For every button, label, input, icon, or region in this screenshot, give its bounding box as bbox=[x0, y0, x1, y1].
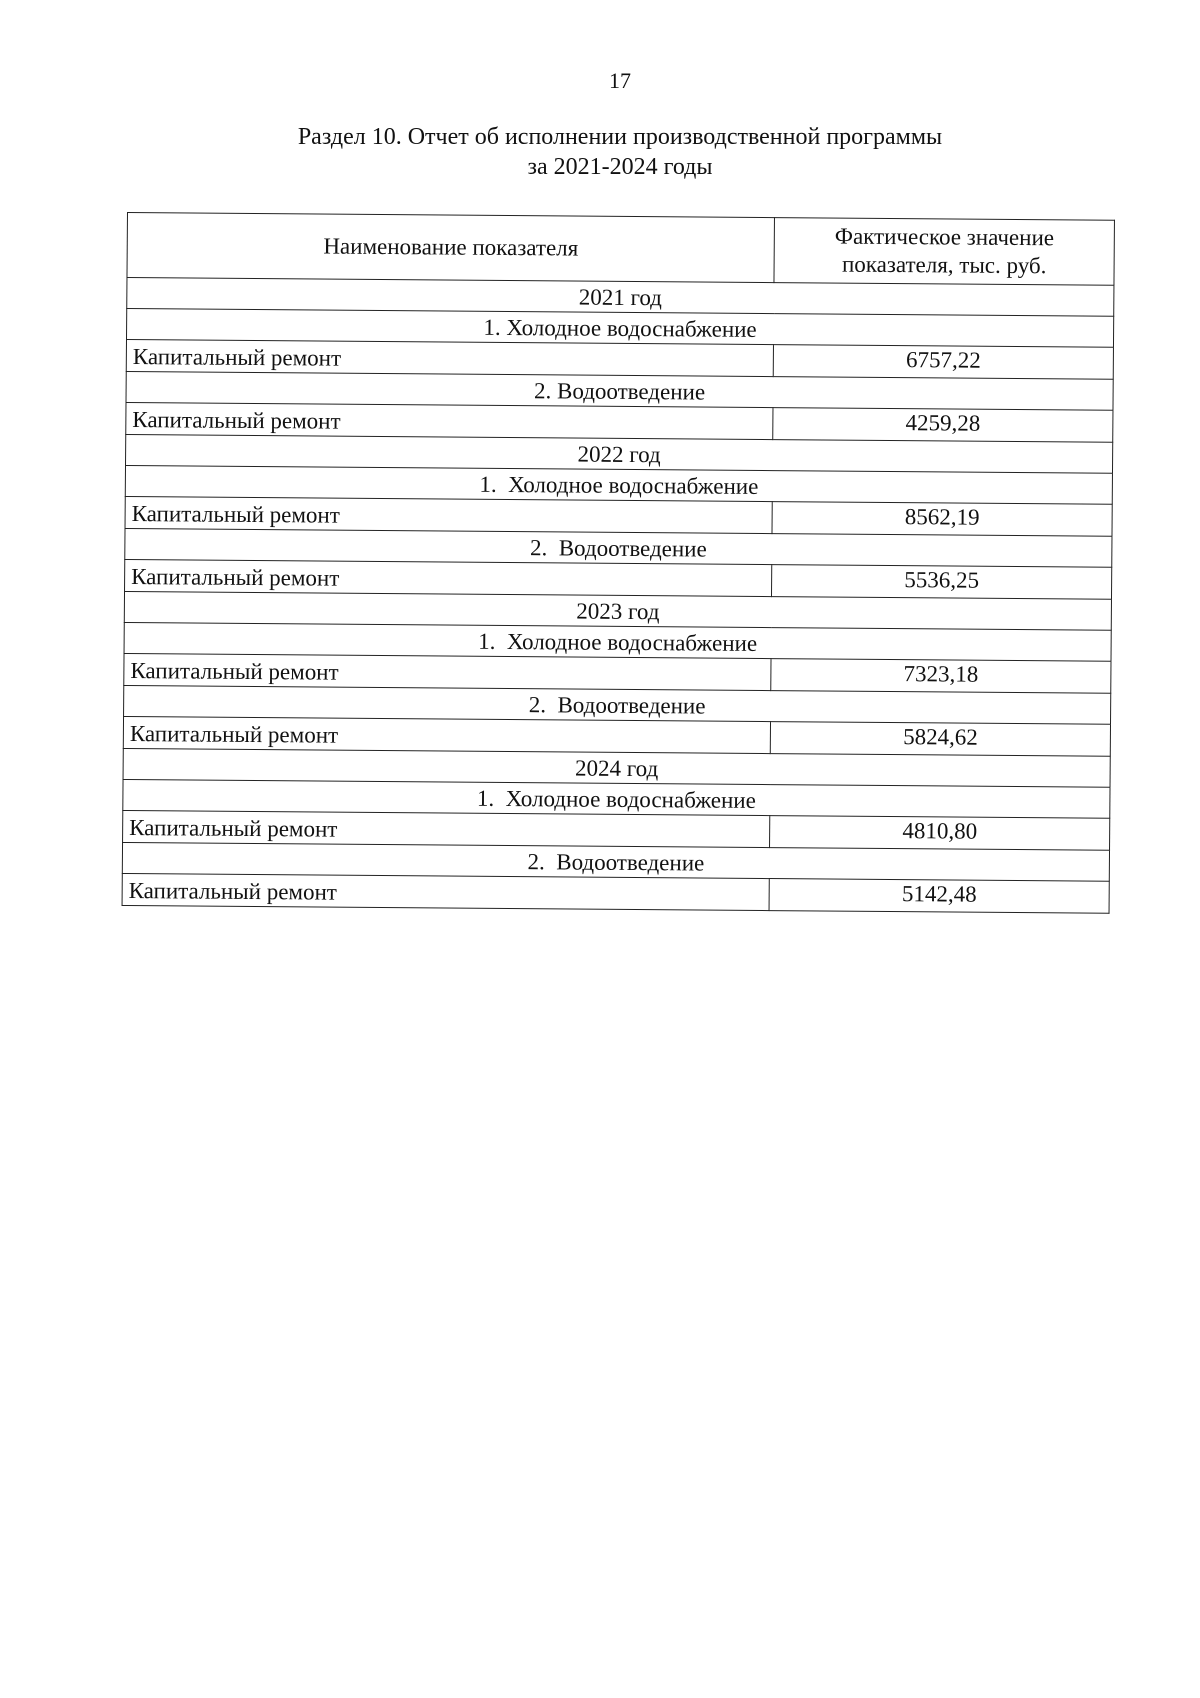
row-label: Капитальный ремонт bbox=[126, 402, 773, 439]
section-title bbox=[160, 122, 1080, 182]
row-label: Капитальный ремонт bbox=[123, 810, 770, 847]
section-title-wastewater: 2. Водоотведение bbox=[122, 842, 1109, 881]
row-value: 5142,48 bbox=[769, 879, 1109, 914]
section-title-cold-water: 1. Холодное водоснабжение bbox=[123, 779, 1110, 818]
table-row bbox=[122, 873, 1109, 913]
row-value: 4259,28 bbox=[773, 408, 1113, 443]
row-value: 7323,18 bbox=[771, 659, 1111, 694]
row-value: 4810,80 bbox=[770, 816, 1110, 851]
table-header-row bbox=[127, 213, 1114, 286]
year-label: 2021 год bbox=[127, 278, 1114, 317]
row-value: 6757,22 bbox=[773, 345, 1113, 380]
row-label: Капитальный ремонт bbox=[125, 559, 772, 596]
row-value: 5824,62 bbox=[770, 722, 1110, 757]
header-indicator-name: Наименование показателя bbox=[127, 213, 775, 283]
row-label: Капитальный ремонт bbox=[126, 340, 773, 377]
row-label: Капитальный ремонт bbox=[124, 653, 771, 690]
section-title-line-2: за 2021-2024 годы bbox=[527, 154, 713, 180]
production-program-report-table bbox=[122, 212, 1115, 914]
section-title-wastewater: 2. Водоотведение bbox=[125, 528, 1112, 567]
section-title-cold-water: 1. Холодное водоснабжение bbox=[125, 465, 1112, 504]
section-title-line-1: Раздел 10. Отчет об исполнении производственной программы bbox=[297, 124, 943, 150]
year-label: 2022 год bbox=[126, 434, 1113, 473]
year-label: 2023 год bbox=[124, 591, 1111, 630]
section-title-wastewater: 2. Водоотведение bbox=[126, 371, 1113, 410]
year-label: 2024 год bbox=[123, 748, 1110, 787]
section-title-cold-water: 1. Холодное водоснабжение bbox=[126, 309, 1113, 348]
row-value: 8562,19 bbox=[772, 502, 1112, 537]
section-title-cold-water: 1. Холодное водоснабжение bbox=[124, 622, 1111, 661]
row-label: Капитальный ремонт bbox=[123, 716, 770, 753]
section-title-wastewater: 2. Водоотведение bbox=[124, 685, 1111, 724]
row-label: Капитальный ремонт bbox=[122, 873, 769, 910]
page-number: 17 bbox=[609, 68, 631, 93]
row-value: 5536,25 bbox=[772, 565, 1112, 600]
header-actual-value: Фактическое значение показателя, тыс. руб. bbox=[774, 218, 1114, 286]
row-label: Капитальный ремонт bbox=[125, 496, 772, 533]
